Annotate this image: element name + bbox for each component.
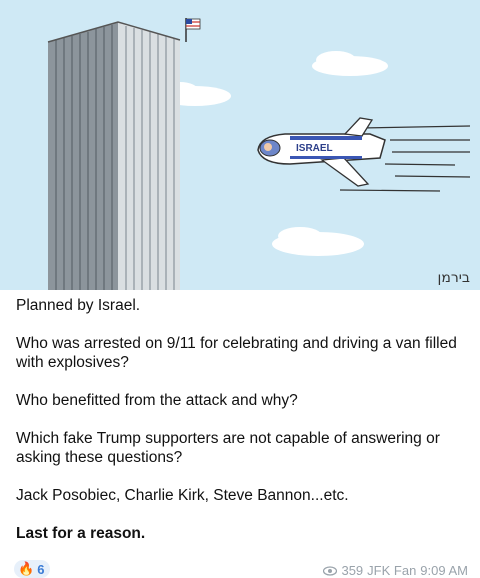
- eye-icon: [323, 566, 337, 576]
- reaction-count: 6: [37, 561, 45, 577]
- plane-label: ISRAEL: [296, 143, 333, 154]
- paragraph-1: Planned by Israel.: [16, 297, 141, 314]
- artist-signature: בירמן: [437, 270, 470, 286]
- tower-illustration: [48, 18, 200, 290]
- author-name: JFK Fan: [367, 563, 417, 578]
- message-text: [16, 296, 466, 562]
- paragraph-5: Jack Posobiec, Charlie Kirk, Steve Bannon...etc.: [16, 487, 349, 504]
- reaction-button[interactable]: [14, 560, 50, 578]
- view-count: 359: [341, 563, 364, 578]
- closing-line: Last for a reason.: [16, 525, 146, 542]
- message-footer: [0, 560, 480, 576]
- paragraph-2: Who was arrested on 9/11 for celebrating and driving a van filled with explosives?: [16, 335, 457, 371]
- paragraph-3: Who benefitted from the attack and why?: [16, 392, 298, 409]
- paragraph-4: Which fake Trump supporters are not capable of answering or asking these questions?: [16, 430, 440, 466]
- timestamp: 9:09 AM: [420, 563, 468, 578]
- fire-icon: 🔥: [18, 561, 35, 576]
